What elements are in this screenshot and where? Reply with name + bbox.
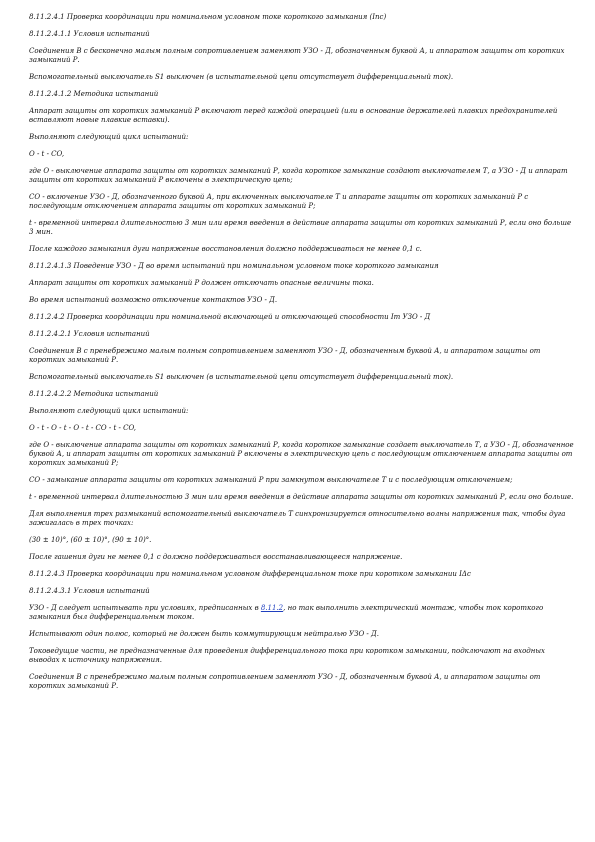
paragraph: Токоведущие части, не предназначенные для проведения дифференциального тока при коротком замыкании, подключают на входных выводах к источнику напряжения. (29, 647, 545, 664)
paragraph: где O - выключение аппарата защиты от коротких замыканий Р, когда короткое замыкание создают выключателем Т, а УЗО - Д и аппарат защиты от коротких замыканий Р включены в электрическую цепь; (29, 167, 568, 184)
paragraph: После каждого замыкания дуги напряжение восстановления должно поддерживаться не менее 0,1 с. (29, 245, 422, 253)
paragraph: t - временной интервал длительностью 3 мин или время введения в действие аппарата защиты от коротких замыканий Р, если оно больше. (29, 493, 574, 501)
paragraph: После гашения дуги не менее 0,1 с должно поддерживаться восстанавливающееся напряжение. (29, 553, 403, 561)
formula-line: O - t - CO, (29, 150, 65, 158)
paragraph: Соединения В с бесконечно малым полным сопротивлением заменяют УЗО - Д, обозначенным буквой А, и аппаратом защиты от коротких замыканий Р. (29, 47, 565, 64)
reference-link[interactable]: 8.11.2 (260, 604, 284, 612)
subsection-heading: 8.11.2.4.1.3 Поведение УЗО - Д во время испытаний при номинальном условном токе короткого замыкания (29, 262, 439, 270)
subsection-heading: 8.11.2.4.2.2 Методика испытаний (29, 390, 159, 398)
paragraph: Соединения В с пренебрежимо малым полным сопротивлением заменяют УЗО - Д, обозначенным буквой А, и аппаратом защиты от коротких замыканий Р. (29, 347, 541, 364)
subsection-heading: 8.11.2.4.3.1 Условия испытаний (29, 587, 150, 595)
paragraph: Аппарат защиты от коротких замыканий Р должен отключать опасные величины тока. (29, 279, 374, 287)
paragraph: CO - замыкание аппарата защиты от коротких замыканий Р при замкнутом выключателе Т и с последующим отключением; (29, 476, 513, 484)
formula-line: (30 ± 10)°, (60 ± 10)°, (90 ± 10)°. (29, 536, 152, 544)
section-heading: 8.11.2.4.1 Проверка координации при номинальном условном токе короткого замыкания (Inc) (29, 13, 387, 21)
paragraph-text: УЗО - Д следует испытывать при условиях, предписанных в (29, 604, 261, 612)
document-page (29, 13, 575, 691)
paragraph: Выполняют следующий цикл испытаний: (29, 407, 189, 415)
paragraph: Для выполнения трех размыканий вспомогательный выключатель Т синхронизируется относительно волны напряжения так, чтобы дуга зажигалась в трех точках: (29, 510, 566, 527)
paragraph: Выполняют следующий цикл испытаний: (29, 133, 189, 141)
paragraph: Испытывают один полюс, который не должен быть коммутирующим нейтралью УЗО - Д. (29, 630, 379, 638)
paragraph: CO - включение УЗО - Д, обозначенного буквой А, при включенных выключателе Т и аппарате защиты от коротких замыканий Р с последующим отключением аппарата защиты от коротких замыканий Р; (29, 193, 529, 210)
paragraph: Аппарат защиты от коротких замыканий Р включают перед каждой операцией (или в основание держателей плавких предохранителей вставляют новые плавкие вставки). (29, 107, 558, 124)
paragraph-text-continued: , но так выполнить электрический монтаж, чтобы ток короткого замыкания был дифференциальным током. (29, 604, 544, 621)
paragraph: Во время испытаний возможно отключение контактов УЗО - Д. (29, 296, 278, 304)
paragraph-with-link (29, 604, 575, 622)
paragraph: t - временной интервал длительностью 3 мин или время введения в действие аппарата защиты от коротких замыканий Р, если оно больше 3 мин. (29, 219, 572, 236)
paragraph: где O - выключение аппарата защиты от коротких замыканий Р, когда короткое замыкание создает выключатель Т, а УЗО - Д, обозначенное буквой А, и аппарат защиты от коротких замыканий Р включены в электрическую цепь с последующим отключением аппарата защиты от коротких замыканий Р; (29, 441, 574, 467)
paragraph: Вспомогательный выключатель S1 выключен (в испытательной цепи отсутствует дифференциальный ток). (29, 373, 454, 381)
subsection-heading: 8.11.2.4.1.1 Условия испытаний (29, 30, 150, 38)
paragraph: Соединения В с пренебрежимо малым полным сопротивлением заменяют УЗО - Д, обозначенным буквой А, и аппаратом защиты от коротких замыканий Р. (29, 673, 541, 690)
subsection-heading: 8.11.2.4.1.2 Методика испытаний (29, 90, 159, 98)
paragraph: Вспомогательный выключатель S1 выключен (в испытательной цепи отсутствует дифференциальный ток). (29, 73, 454, 81)
section-heading: 8.11.2.4.3 Проверка координации при номинальном условном дифференциальном токе при коротком замыкании IΔc (29, 570, 471, 578)
section-heading: 8.11.2.4.2 Проверка координации при номинальной включающей и отключающей способности Im УЗО - Д (29, 313, 431, 321)
subsection-heading: 8.11.2.4.2.1 Условия испытаний (29, 330, 150, 338)
formula-line: O - t - O - t - O - t - CO - t - CO, (29, 424, 136, 432)
